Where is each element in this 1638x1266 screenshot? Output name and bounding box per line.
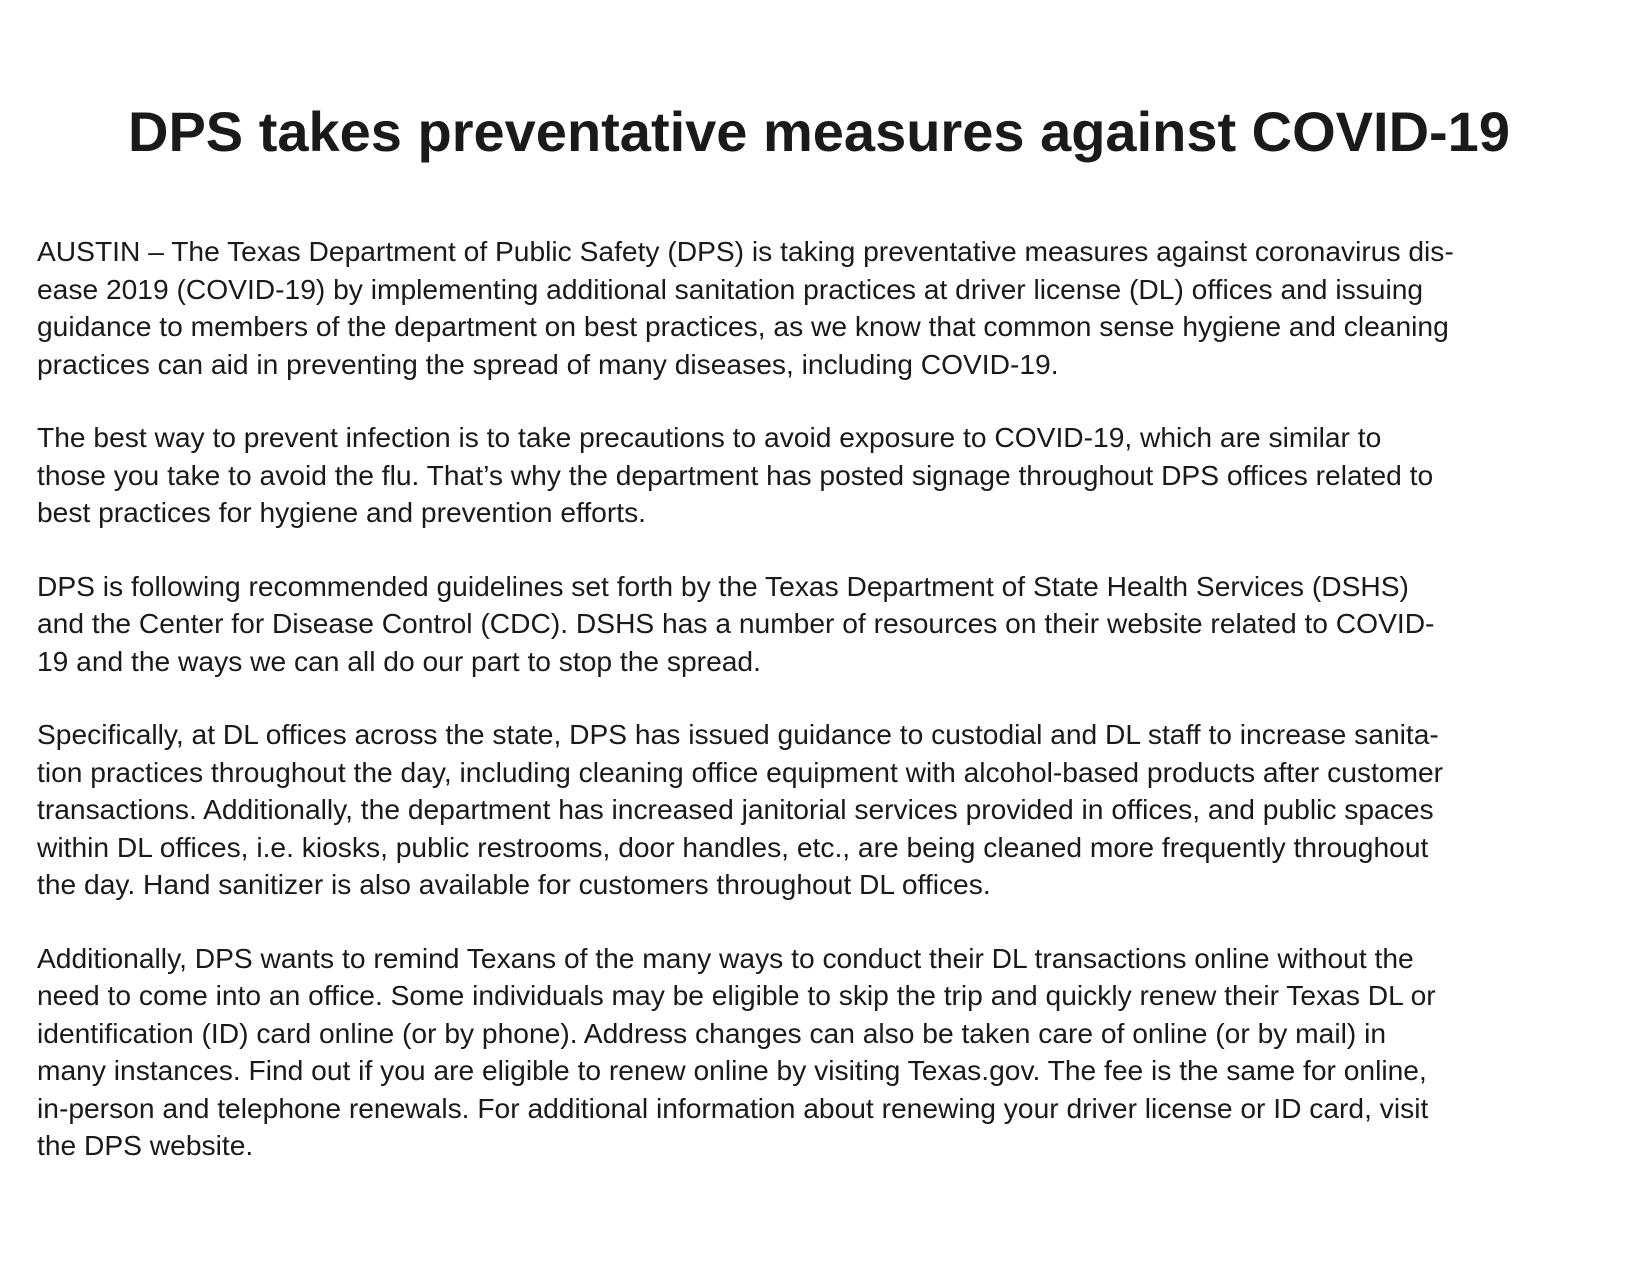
paragraph-line: identification (ID) card online (or by phone). Address changes can also be taken care of online (or by mail) in [37,1016,1387,1049]
paragraph-sanitation [37,716,1612,904]
article-body [37,233,1612,1201]
paragraph-line: the DPS website. [37,1129,254,1161]
paragraph-line: Additionally, DPS wants to remind Texans of the many ways to conduct their DL transactions online without the [37,941,1414,974]
paragraph-line: guidance to members of the department on best practices, as we know that common sense hygiene and cleaning [37,310,1449,342]
paragraph-line: transactions. Additionally, the department has increased janitorial services provided in offices, and public spaces [37,793,1434,825]
paragraph-line: many instances. Find out if you are eligible to renew online by visiting Texas.gov. The fee is the same for online, [37,1054,1427,1086]
paragraph-line: Specifically, at DL offices across the state, DPS has issued guidance to custodial and DL staff to increase sanita- [37,718,1439,750]
paragraph-line: DPS is following recommended guidelines set forth by the Texas Department of State Health Services (DSHS) [37,569,1409,602]
paragraph-line: 19 and the ways we can all do our part to stop the spread. [37,644,761,677]
paragraph-line: need to come into an office. Some individuals may be eligible to skip the trip and quickly renew their Texas DL or [37,979,1436,1011]
paragraph-line: ease 2019 (COVID-19) by implementing additional sanitation practices at driver license (DL) offices and issuing [37,272,1424,305]
paragraph-line: AUSTIN – The Texas Department of Public Safety (DPS) is taking preventative measures against coronavirus dis- [37,235,1454,267]
paragraph-line: tion practices throughout the day, including cleaning office equipment with alcohol-based products after customer [37,755,1444,788]
paragraph-line: practices can aid in preventing the spread of many diseases, including COVID-19. [37,347,1059,380]
paragraph-intro [37,233,1612,383]
page-title: DPS takes preventative measures against COVID-19 [128,100,1510,163]
paragraph-prevention [37,419,1612,532]
paragraph-guidelines [37,568,1612,681]
paragraph-line: The best way to prevent infection is to take precautions to avoid exposure to COVID-19, which are similar to [37,421,1382,453]
paragraph-online-services [37,940,1612,1165]
paragraph-line: those you take to avoid the flu. That’s why the department has posted signage throughout DPS offices related to [37,458,1434,491]
paragraph-line: best practices for hygiene and prevention efforts. [37,496,647,528]
paragraph-line: and the Center for Disease Control (CDC). DSHS has a number of resources on their website related to COVID- [37,607,1435,639]
paragraph-line: in-person and telephone renewals. For additional information about renewing your driver license or ID card, visit [37,1091,1429,1124]
paragraph-line: the day. Hand sanitizer is also available for customers throughout DL offices. [37,868,991,900]
paragraph-line: within DL offices, i.e. kiosks, public restrooms, door handles, etc., are being cleaned more frequently throughout [37,830,1429,863]
